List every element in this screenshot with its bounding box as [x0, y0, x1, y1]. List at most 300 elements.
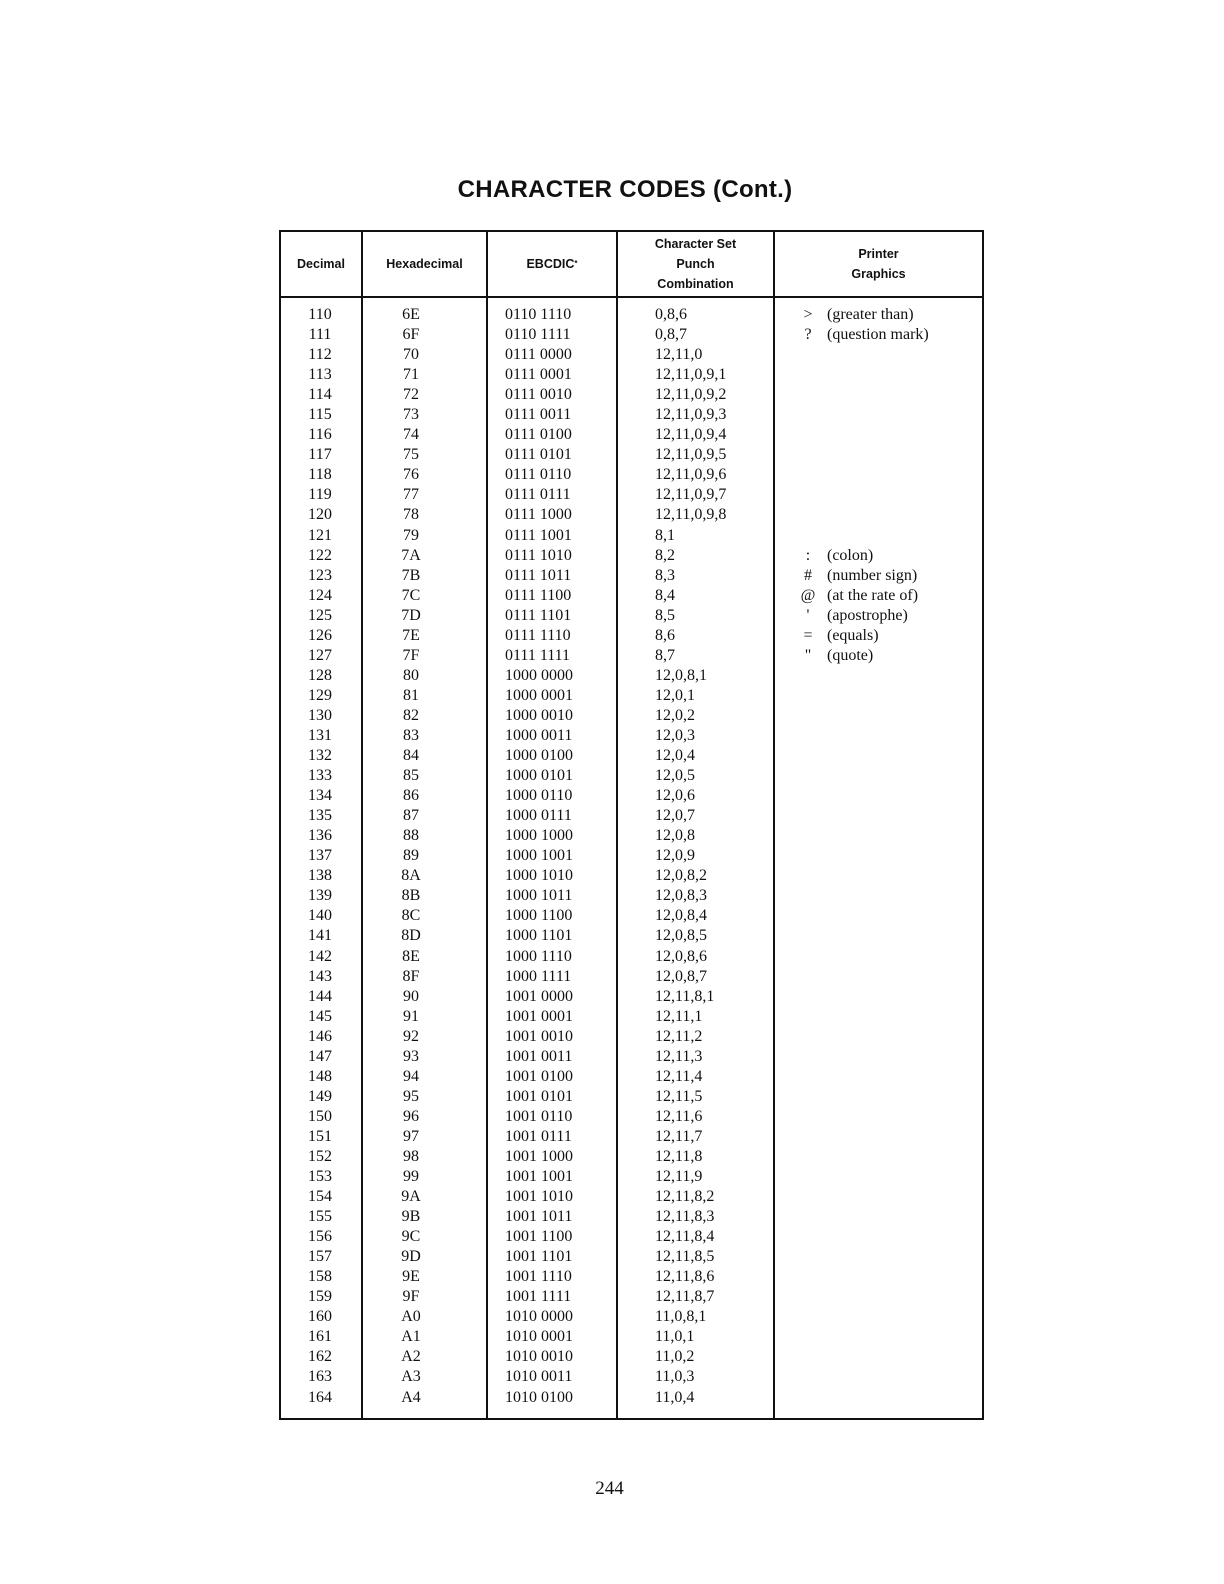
punch-cell: 8,6 — [655, 626, 675, 644]
hexadecimal-cell: 86 — [403, 787, 419, 805]
table-row — [281, 345, 982, 365]
hexadecimal-cell: 95 — [403, 1087, 419, 1105]
hexadecimal-cell: 97 — [403, 1127, 419, 1145]
hexadecimal-cell: 9F — [402, 1288, 420, 1306]
punch-cell: 12,0,8,2 — [655, 867, 707, 885]
graphic-symbol: # — [804, 566, 812, 584]
ebcdic-cell: 1000 1100 — [505, 907, 573, 925]
table-row — [281, 726, 982, 746]
decimal-cell: 158 — [308, 1268, 332, 1286]
punch-cell: 12,0,7 — [655, 807, 695, 825]
ebcdic-cell: 0111 0001 — [505, 366, 572, 384]
header-punch-combination: Character Set Punch Combination — [654, 237, 737, 291]
hexadecimal-cell: 7D — [401, 606, 421, 624]
table-row — [281, 926, 982, 946]
ebcdic-cell: 1001 0110 — [505, 1107, 573, 1125]
decimal-cell: 159 — [308, 1288, 332, 1306]
page-title: CHARACTER CODES (Cont.) — [457, 176, 793, 203]
hexadecimal-cell: 7E — [402, 626, 420, 644]
table-row — [281, 906, 982, 926]
decimal-cell: 118 — [308, 466, 332, 484]
hexadecimal-cell: 73 — [403, 406, 419, 424]
punch-cell: 12,11,0,9,1 — [655, 366, 727, 384]
hexadecimal-cell: 70 — [403, 346, 419, 364]
ebcdic-cell: 0111 0011 — [505, 406, 572, 424]
graphic-description: (apostrophe) — [827, 606, 908, 624]
page-number: 244 — [595, 1478, 624, 1499]
punch-cell: 12,0,8,7 — [655, 967, 707, 985]
punch-cell: 11,0,2 — [655, 1348, 695, 1366]
graphic-description: (number sign) — [827, 566, 918, 584]
table-row — [281, 947, 982, 967]
ebcdic-cell: 0111 0010 — [505, 386, 572, 404]
table-row — [281, 1107, 982, 1127]
decimal-cell: 135 — [308, 807, 332, 825]
graphic-description: (colon) — [827, 546, 874, 564]
decimal-cell: 132 — [308, 747, 332, 765]
ebcdic-cell: 1000 0110 — [505, 787, 573, 805]
punch-cell: 12,11,0,9,5 — [655, 446, 727, 464]
table-row — [281, 766, 982, 786]
ebcdic-cell: 0111 0111 — [505, 486, 571, 504]
punch-cell: 12,11,4 — [655, 1067, 703, 1085]
hexadecimal-cell: 96 — [403, 1107, 419, 1125]
decimal-cell: 145 — [308, 1007, 332, 1025]
punch-cell: 12,11,0,9,2 — [655, 386, 727, 404]
hexadecimal-cell: 9E — [402, 1268, 420, 1286]
table-row — [281, 505, 982, 525]
ebcdic-cell: 1010 0100 — [505, 1388, 573, 1406]
table-row — [281, 1167, 982, 1187]
ebcdic-cell: 0110 1111 — [505, 326, 571, 344]
ebcdic-cell: 1001 0010 — [505, 1027, 573, 1045]
ebcdic-cell: 1000 1011 — [505, 887, 573, 905]
header-printer-graphics: Printer Graphics — [851, 247, 906, 281]
hexadecimal-cell: A2 — [401, 1348, 421, 1366]
table-row — [281, 1027, 982, 1047]
table-row — [281, 526, 982, 546]
ebcdic-cell: 1001 1000 — [505, 1147, 573, 1165]
hexadecimal-cell: 84 — [403, 747, 419, 765]
hexadecimal-cell: 75 — [403, 446, 419, 464]
hexadecimal-cell: 8F — [402, 967, 420, 985]
punch-cell: 12,11,7 — [655, 1127, 703, 1145]
header-decimal: Decimal — [297, 257, 345, 271]
ebcdic-cell: 0111 1010 — [505, 546, 572, 564]
hexadecimal-cell: 6E — [402, 306, 420, 323]
hexadecimal-cell: 71 — [403, 366, 419, 384]
ebcdic-cell: 1010 0000 — [505, 1308, 573, 1326]
decimal-cell: 140 — [308, 907, 332, 925]
decimal-cell: 122 — [308, 546, 332, 564]
table-row — [281, 846, 982, 866]
ebcdic-cell: 1001 1010 — [505, 1188, 573, 1206]
table-row — [281, 646, 982, 666]
punch-cell: 12,11,0,9,6 — [655, 466, 727, 484]
table-row — [281, 1127, 982, 1147]
decimal-cell: 138 — [308, 867, 332, 885]
decimal-cell: 121 — [308, 526, 332, 544]
decimal-cell: 133 — [308, 767, 332, 785]
decimal-cell: 134 — [308, 787, 332, 805]
table-row — [281, 385, 982, 405]
ebcdic-cell: 0111 0101 — [505, 446, 572, 464]
decimal-cell: 147 — [308, 1047, 332, 1065]
punch-cell: 11,0,1 — [655, 1328, 695, 1346]
decimal-cell: 160 — [308, 1308, 332, 1326]
ebcdic-cell: 1000 0100 — [505, 747, 573, 765]
hexadecimal-cell: 72 — [403, 386, 419, 404]
ebcdic-cell: 1000 0011 — [505, 726, 573, 744]
table-row — [281, 987, 982, 1007]
hexadecimal-cell: 81 — [403, 686, 419, 704]
ebcdic-cell: 1010 0010 — [505, 1348, 573, 1366]
punch-cell: 12,0,4 — [655, 747, 695, 765]
hexadecimal-cell: 99 — [403, 1168, 419, 1186]
ebcdic-cell: 0111 1100 — [505, 586, 572, 604]
ebcdic-cell: 1001 1101 — [505, 1248, 573, 1266]
hexadecimal-cell: 78 — [403, 506, 419, 524]
ebcdic-cell: 0111 1000 — [505, 506, 572, 524]
decimal-cell: 123 — [308, 566, 332, 584]
decimal-cell: 113 — [308, 366, 332, 384]
header-hexadecimal: Hexadecimal — [386, 257, 463, 271]
ebcdic-cell: 1001 0011 — [505, 1047, 573, 1065]
hexadecimal-cell: 74 — [403, 426, 419, 444]
punch-cell: 12,11,8,2 — [655, 1188, 715, 1206]
table-row — [281, 1087, 982, 1107]
table-row — [281, 325, 982, 345]
punch-cell: 12,11,8,3 — [655, 1208, 715, 1226]
hexadecimal-cell: 8B — [401, 887, 421, 905]
graphic-description: (greater than) — [827, 306, 914, 323]
hexadecimal-cell: 83 — [403, 726, 419, 744]
hexadecimal-cell: 89 — [403, 847, 419, 865]
punch-cell: 12,11,3 — [655, 1047, 703, 1065]
decimal-cell: 153 — [308, 1168, 332, 1186]
table-row — [281, 305, 982, 325]
ebcdic-cell: 1000 1001 — [505, 847, 573, 865]
ebcdic-cell: 0110 1110 — [505, 306, 572, 323]
table-row — [281, 1147, 982, 1167]
hexadecimal-cell: 94 — [403, 1067, 419, 1085]
ebcdic-cell: 0111 1001 — [505, 526, 572, 544]
character-code-table — [279, 230, 984, 1420]
hexadecimal-cell: 92 — [403, 1027, 419, 1045]
decimal-cell: 141 — [308, 927, 332, 945]
graphic-symbol: ' — [806, 606, 810, 624]
hexadecimal-cell: A0 — [401, 1308, 421, 1326]
punch-cell: 12,0,8,3 — [655, 887, 707, 905]
decimal-cell: 152 — [308, 1147, 332, 1165]
punch-cell: 8,1 — [655, 526, 675, 544]
punch-cell: 0,8,7 — [655, 326, 687, 344]
decimal-cell: 143 — [308, 967, 332, 985]
table-row — [281, 1007, 982, 1027]
ebcdic-cell: 1000 1111 — [505, 967, 572, 985]
header-ebcdic-label: EBCDIC — [526, 257, 575, 271]
punch-cell: 8,5 — [655, 606, 675, 624]
punch-cell: 12,0,5 — [655, 767, 695, 785]
hexadecimal-cell: 91 — [403, 1007, 419, 1025]
punch-cell: 12,11,8,4 — [655, 1228, 715, 1246]
decimal-cell: 149 — [308, 1087, 332, 1105]
hexadecimal-cell: 6F — [402, 326, 420, 344]
decimal-cell: 154 — [308, 1188, 332, 1206]
decimal-cell: 116 — [308, 426, 332, 444]
decimal-cell: 150 — [308, 1107, 332, 1125]
punch-cell: 12,0,8 — [655, 827, 695, 845]
table-row — [281, 626, 982, 646]
ebcdic-cell: 0111 1110 — [505, 626, 571, 644]
hexadecimal-cell: 9D — [401, 1248, 421, 1266]
graphic-symbol: > — [803, 306, 813, 323]
table-row — [281, 967, 982, 987]
table-row — [281, 866, 982, 886]
ebcdic-cell: 1001 0100 — [505, 1067, 573, 1085]
decimal-cell: 161 — [308, 1328, 332, 1346]
table-row — [281, 886, 982, 906]
table-row — [281, 1207, 982, 1227]
table-row — [281, 826, 982, 846]
hexadecimal-cell: A1 — [401, 1328, 421, 1346]
hexadecimal-cell: 9B — [401, 1208, 421, 1226]
table-row — [281, 405, 982, 425]
decimal-cell: 131 — [308, 726, 332, 744]
decimal-cell: 148 — [308, 1067, 332, 1085]
punch-cell: 12,11,5 — [655, 1087, 703, 1105]
punch-cell: 12,0,9 — [655, 847, 695, 865]
hexadecimal-cell: 82 — [403, 706, 419, 724]
decimal-cell: 125 — [308, 606, 332, 624]
decimal-cell: 163 — [308, 1368, 332, 1386]
punch-cell: 12,11,0,9,7 — [655, 486, 727, 504]
decimal-cell: 128 — [308, 666, 332, 684]
hexadecimal-cell: A4 — [401, 1388, 421, 1406]
punch-cell: 12,0,6 — [655, 787, 695, 805]
ebcdic-cell: 1001 0001 — [505, 1007, 573, 1025]
punch-cell: 8,4 — [655, 586, 675, 604]
punch-cell: 12,0,2 — [655, 706, 695, 724]
hexadecimal-cell: 7B — [401, 566, 421, 584]
punch-cell: 12,11,9 — [655, 1168, 703, 1186]
punch-cell: 12,0,3 — [655, 726, 695, 744]
decimal-cell: 126 — [308, 626, 332, 644]
hexadecimal-cell: 8D — [401, 927, 421, 945]
punch-cell: 12,11,6 — [655, 1107, 703, 1125]
ebcdic-cell: 1001 0101 — [505, 1087, 573, 1105]
decimal-cell: 155 — [308, 1208, 332, 1226]
hexadecimal-cell: 7F — [402, 646, 420, 664]
decimal-cell: 111 — [308, 326, 332, 344]
punch-cell: 12,11,1 — [655, 1007, 703, 1025]
decimal-cell: 162 — [308, 1348, 332, 1366]
table-row — [281, 485, 982, 505]
hexadecimal-cell: 98 — [403, 1147, 419, 1165]
decimal-cell: 157 — [308, 1248, 332, 1266]
graphic-symbol: : — [805, 546, 811, 564]
graphic-symbol: = — [803, 626, 813, 644]
hexadecimal-cell: 85 — [403, 767, 419, 785]
punch-cell: 12,11,8,6 — [655, 1268, 715, 1286]
ebcdic-cell: 1000 1110 — [505, 947, 572, 965]
ebcdic-cell: 1001 1110 — [505, 1268, 572, 1286]
punch-cell: 8,2 — [655, 546, 675, 564]
table-row — [281, 425, 982, 445]
graphic-description: (quote) — [827, 646, 874, 664]
table-row — [281, 1187, 982, 1207]
decimal-cell: 137 — [308, 847, 332, 865]
hexadecimal-cell: 7A — [401, 546, 421, 564]
table-row — [281, 1227, 982, 1247]
ebcdic-cell: 1000 1000 — [505, 827, 573, 845]
punch-cell: 12,11,8,1 — [655, 987, 715, 1005]
ebcdic-cell: 1000 0000 — [505, 666, 573, 684]
decimal-cell: 144 — [308, 987, 332, 1005]
decimal-cell: 117 — [308, 446, 332, 464]
hexadecimal-cell: 93 — [403, 1047, 419, 1065]
table-row — [281, 1388, 982, 1408]
table-row — [281, 1287, 982, 1307]
decimal-cell: 139 — [308, 887, 332, 905]
decimal-cell: 156 — [308, 1228, 332, 1246]
hexadecimal-cell: 87 — [403, 807, 419, 825]
table-row — [281, 445, 982, 465]
ebcdic-cell: 1000 1010 — [505, 867, 573, 885]
decimal-cell: 164 — [308, 1388, 332, 1406]
ebcdic-cell: 1001 0111 — [505, 1127, 572, 1145]
ebcdic-cell: 1000 1101 — [505, 927, 573, 945]
punch-cell: 12,0,8,1 — [655, 666, 707, 684]
table-row — [281, 1327, 982, 1347]
ebcdic-cell: 1000 0101 — [505, 767, 573, 785]
ebcdic-cell: 0111 0100 — [505, 426, 572, 444]
decimal-cell: 110 — [308, 306, 332, 323]
ebcdic-cell: 1000 0010 — [505, 706, 573, 724]
ebcdic-cell: 0111 1111 — [505, 646, 571, 664]
table-row — [281, 586, 982, 606]
graphic-description: (equals) — [827, 626, 879, 644]
punch-cell: 0,8,6 — [655, 306, 687, 323]
decimal-cell: 119 — [308, 486, 332, 504]
ebcdic-cell: 0111 0000 — [505, 346, 572, 364]
table-row — [281, 746, 982, 766]
decimal-cell: 130 — [308, 706, 332, 724]
ebcdic-cell: 1001 1100 — [505, 1228, 573, 1246]
table-row — [281, 1247, 982, 1267]
table-row — [281, 1067, 982, 1087]
decimal-cell: 127 — [308, 646, 332, 664]
hexadecimal-cell: 90 — [403, 987, 419, 1005]
punch-cell: 8,7 — [655, 646, 675, 664]
table-row — [281, 365, 982, 385]
ebcdic-cell: 0111 1101 — [505, 606, 572, 624]
ebcdic-cell: 0111 0110 — [505, 466, 572, 484]
ebcdic-cell: 1000 0111 — [505, 807, 572, 825]
decimal-cell: 142 — [308, 947, 332, 965]
graphic-description: (at the rate of) — [827, 586, 919, 604]
table-row — [281, 1047, 982, 1067]
hexadecimal-cell: 7C — [401, 586, 421, 604]
table-row — [281, 786, 982, 806]
graphic-description: (question mark) — [827, 326, 929, 344]
ebcdic-cell: 1001 1011 — [505, 1208, 573, 1226]
graphic-symbol: " — [804, 646, 812, 664]
graphic-symbol: ? — [804, 326, 812, 344]
punch-cell: 12,11,0,9,4 — [655, 426, 727, 444]
punch-cell: 12,11,2 — [655, 1027, 703, 1045]
table-row — [281, 1267, 982, 1287]
punch-cell: 8,3 — [655, 566, 675, 584]
decimal-cell: 112 — [308, 346, 332, 364]
header-ebcdic-footnote-mark: * — [574, 259, 578, 268]
ebcdic-cell: 1010 0011 — [505, 1368, 573, 1386]
ebcdic-cell: 1001 0000 — [505, 987, 573, 1005]
hexadecimal-cell: 8C — [401, 907, 421, 925]
decimal-cell: 120 — [308, 506, 332, 524]
ebcdic-cell: 1001 1001 — [505, 1168, 573, 1186]
hexadecimal-cell: 76 — [403, 466, 419, 484]
hexadecimal-cell: 79 — [403, 526, 419, 544]
table-row — [281, 1347, 982, 1367]
punch-cell: 12,11,0,9,3 — [655, 406, 727, 424]
decimal-cell: 151 — [308, 1127, 332, 1145]
table-row — [281, 706, 982, 726]
hexadecimal-cell: 9C — [401, 1228, 421, 1246]
hexadecimal-cell: 8A — [401, 867, 421, 885]
decimal-cell: 136 — [308, 827, 332, 845]
table-row — [281, 806, 982, 826]
table-row — [281, 666, 982, 686]
punch-cell: 12,11,8,7 — [655, 1288, 715, 1306]
hexadecimal-cell: 80 — [403, 666, 419, 684]
hexadecimal-cell: 9A — [401, 1188, 421, 1206]
graphic-symbol: @ — [800, 586, 816, 604]
punch-cell: 11,0,3 — [655, 1368, 695, 1386]
hexadecimal-cell: 88 — [403, 827, 419, 845]
punch-cell: 12,0,8,5 — [655, 927, 707, 945]
punch-cell: 12,11,0 — [655, 346, 703, 364]
table-row — [281, 546, 982, 566]
ebcdic-cell: 1001 1111 — [505, 1288, 572, 1306]
decimal-cell: 124 — [308, 586, 332, 604]
table-body — [281, 305, 982, 1408]
punch-cell: 12,0,8,4 — [655, 907, 707, 925]
header-ebcdic — [488, 232, 616, 296]
punch-cell: 11,0,8,1 — [655, 1308, 707, 1326]
table-row — [281, 566, 982, 586]
punch-cell: 11,0,4 — [655, 1388, 695, 1406]
decimal-cell: 129 — [308, 686, 332, 704]
punch-cell: 12,11,8 — [655, 1147, 703, 1165]
header-divider — [281, 296, 982, 298]
punch-cell: 12,11,0,9,8 — [655, 506, 727, 524]
table-row — [281, 1307, 982, 1327]
punch-cell: 12,11,8,5 — [655, 1248, 715, 1266]
hexadecimal-cell: A3 — [401, 1368, 421, 1386]
ebcdic-cell: 0111 1011 — [505, 566, 572, 584]
table-row — [281, 686, 982, 706]
ebcdic-cell: 1000 0001 — [505, 686, 573, 704]
decimal-cell: 115 — [308, 406, 332, 424]
table-row — [281, 1367, 982, 1387]
punch-cell: 12,0,8,6 — [655, 947, 707, 965]
table-row — [281, 465, 982, 485]
hexadecimal-cell: 8E — [402, 947, 420, 965]
decimal-cell: 146 — [308, 1027, 332, 1045]
hexadecimal-cell: 77 — [403, 486, 419, 504]
decimal-cell: 114 — [308, 386, 332, 404]
